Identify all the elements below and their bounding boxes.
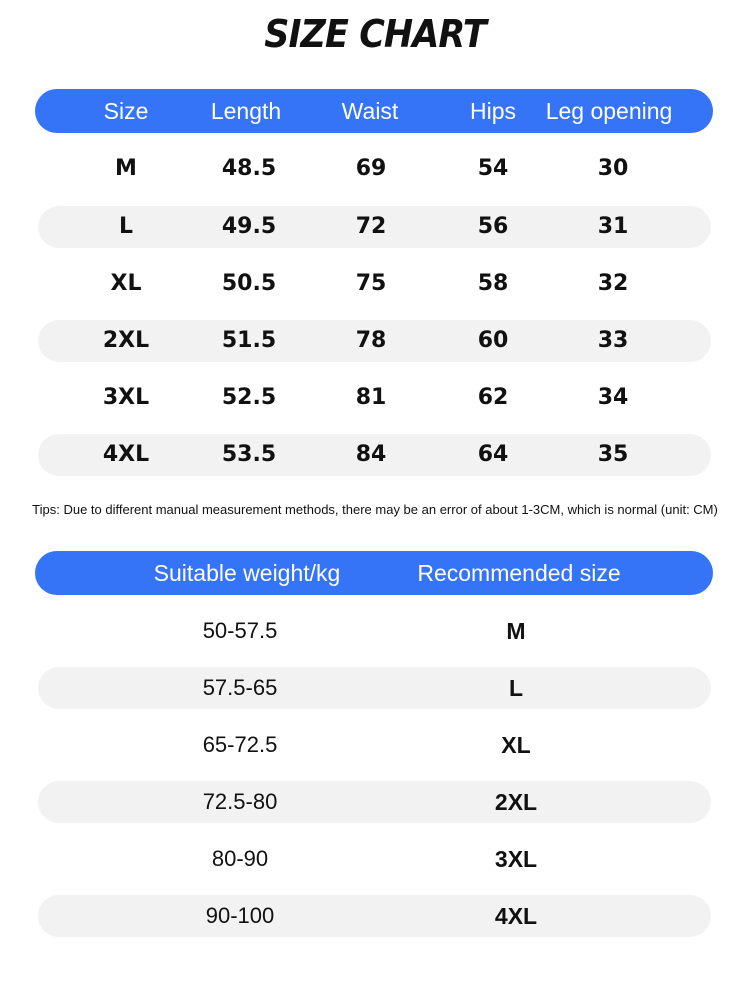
table-row	[38, 781, 711, 823]
cell-leg-opening: 31	[597, 214, 629, 239]
cell-length: 48.5	[221, 156, 277, 181]
table-row	[38, 263, 711, 305]
size-table-header	[35, 89, 713, 133]
cell-waist: 75	[355, 271, 387, 296]
page-title: SIZE CHART	[264, 12, 486, 56]
header-waist: Waist	[341, 98, 399, 124]
table-row	[38, 667, 711, 709]
cell-weight: 50-57.5	[202, 618, 278, 643]
cell-size: L	[118, 214, 134, 239]
cell-weight: 72.5-80	[202, 789, 278, 814]
cell-length: 51.5	[221, 328, 277, 353]
cell-leg-opening: 30	[597, 156, 629, 181]
cell-hips: 56	[477, 214, 509, 239]
table-row	[38, 320, 711, 362]
cell-recommended-size: M	[506, 618, 526, 644]
header-hips: Hips	[469, 98, 517, 124]
table-row	[38, 206, 711, 248]
cell-hips: 58	[477, 271, 509, 296]
table-row	[38, 895, 711, 937]
cell-recommended-size: L	[508, 675, 524, 701]
measurement-tips: Tips: Due to different manual measurement methods, there may be an error of about 1-3CM, which is normal (unit: CM)	[32, 502, 718, 517]
cell-length: 50.5	[221, 271, 277, 296]
cell-weight: 65-72.5	[202, 732, 278, 757]
cell-recommended-size: 2XL	[494, 789, 538, 815]
cell-hips: 62	[477, 385, 509, 410]
cell-size: 3XL	[102, 385, 150, 410]
cell-weight: 90-100	[205, 903, 275, 928]
table-row	[38, 148, 711, 190]
cell-leg-opening: 32	[597, 271, 629, 296]
header-recommended-size: Recommended size	[417, 560, 621, 586]
cell-length: 49.5	[221, 214, 277, 239]
header-leg-opening: Leg opening	[545, 98, 673, 124]
table-row	[38, 434, 711, 476]
cell-recommended-size: 3XL	[494, 846, 538, 872]
cell-waist: 69	[355, 156, 387, 181]
cell-size: 2XL	[102, 328, 150, 353]
cell-waist: 84	[355, 442, 387, 467]
cell-size: 4XL	[102, 442, 150, 467]
header-length: Length	[210, 98, 282, 124]
cell-recommended-size: 4XL	[494, 903, 538, 929]
cell-weight: 80-90	[211, 846, 269, 871]
cell-recommended-size: XL	[501, 732, 531, 758]
cell-leg-opening: 34	[597, 385, 629, 410]
cell-hips: 54	[477, 156, 509, 181]
cell-waist: 72	[355, 214, 387, 239]
cell-length: 52.5	[221, 385, 277, 410]
cell-size: M	[115, 156, 137, 181]
cell-leg-opening: 33	[597, 328, 629, 353]
table-row	[38, 838, 711, 880]
cell-leg-opening: 35	[597, 442, 629, 467]
table-row	[38, 377, 711, 419]
cell-hips: 64	[477, 442, 509, 467]
header-suitable-weight: Suitable weight/kg	[153, 560, 341, 586]
weight-table-header	[35, 551, 713, 595]
cell-hips: 60	[477, 328, 509, 353]
cell-weight: 57.5-65	[202, 675, 278, 700]
cell-waist: 81	[355, 385, 387, 410]
table-row	[38, 724, 711, 766]
cell-waist: 78	[355, 328, 387, 353]
cell-length: 53.5	[221, 442, 277, 467]
table-row	[38, 610, 711, 652]
header-size: Size	[103, 98, 149, 124]
cell-size: XL	[110, 271, 142, 296]
